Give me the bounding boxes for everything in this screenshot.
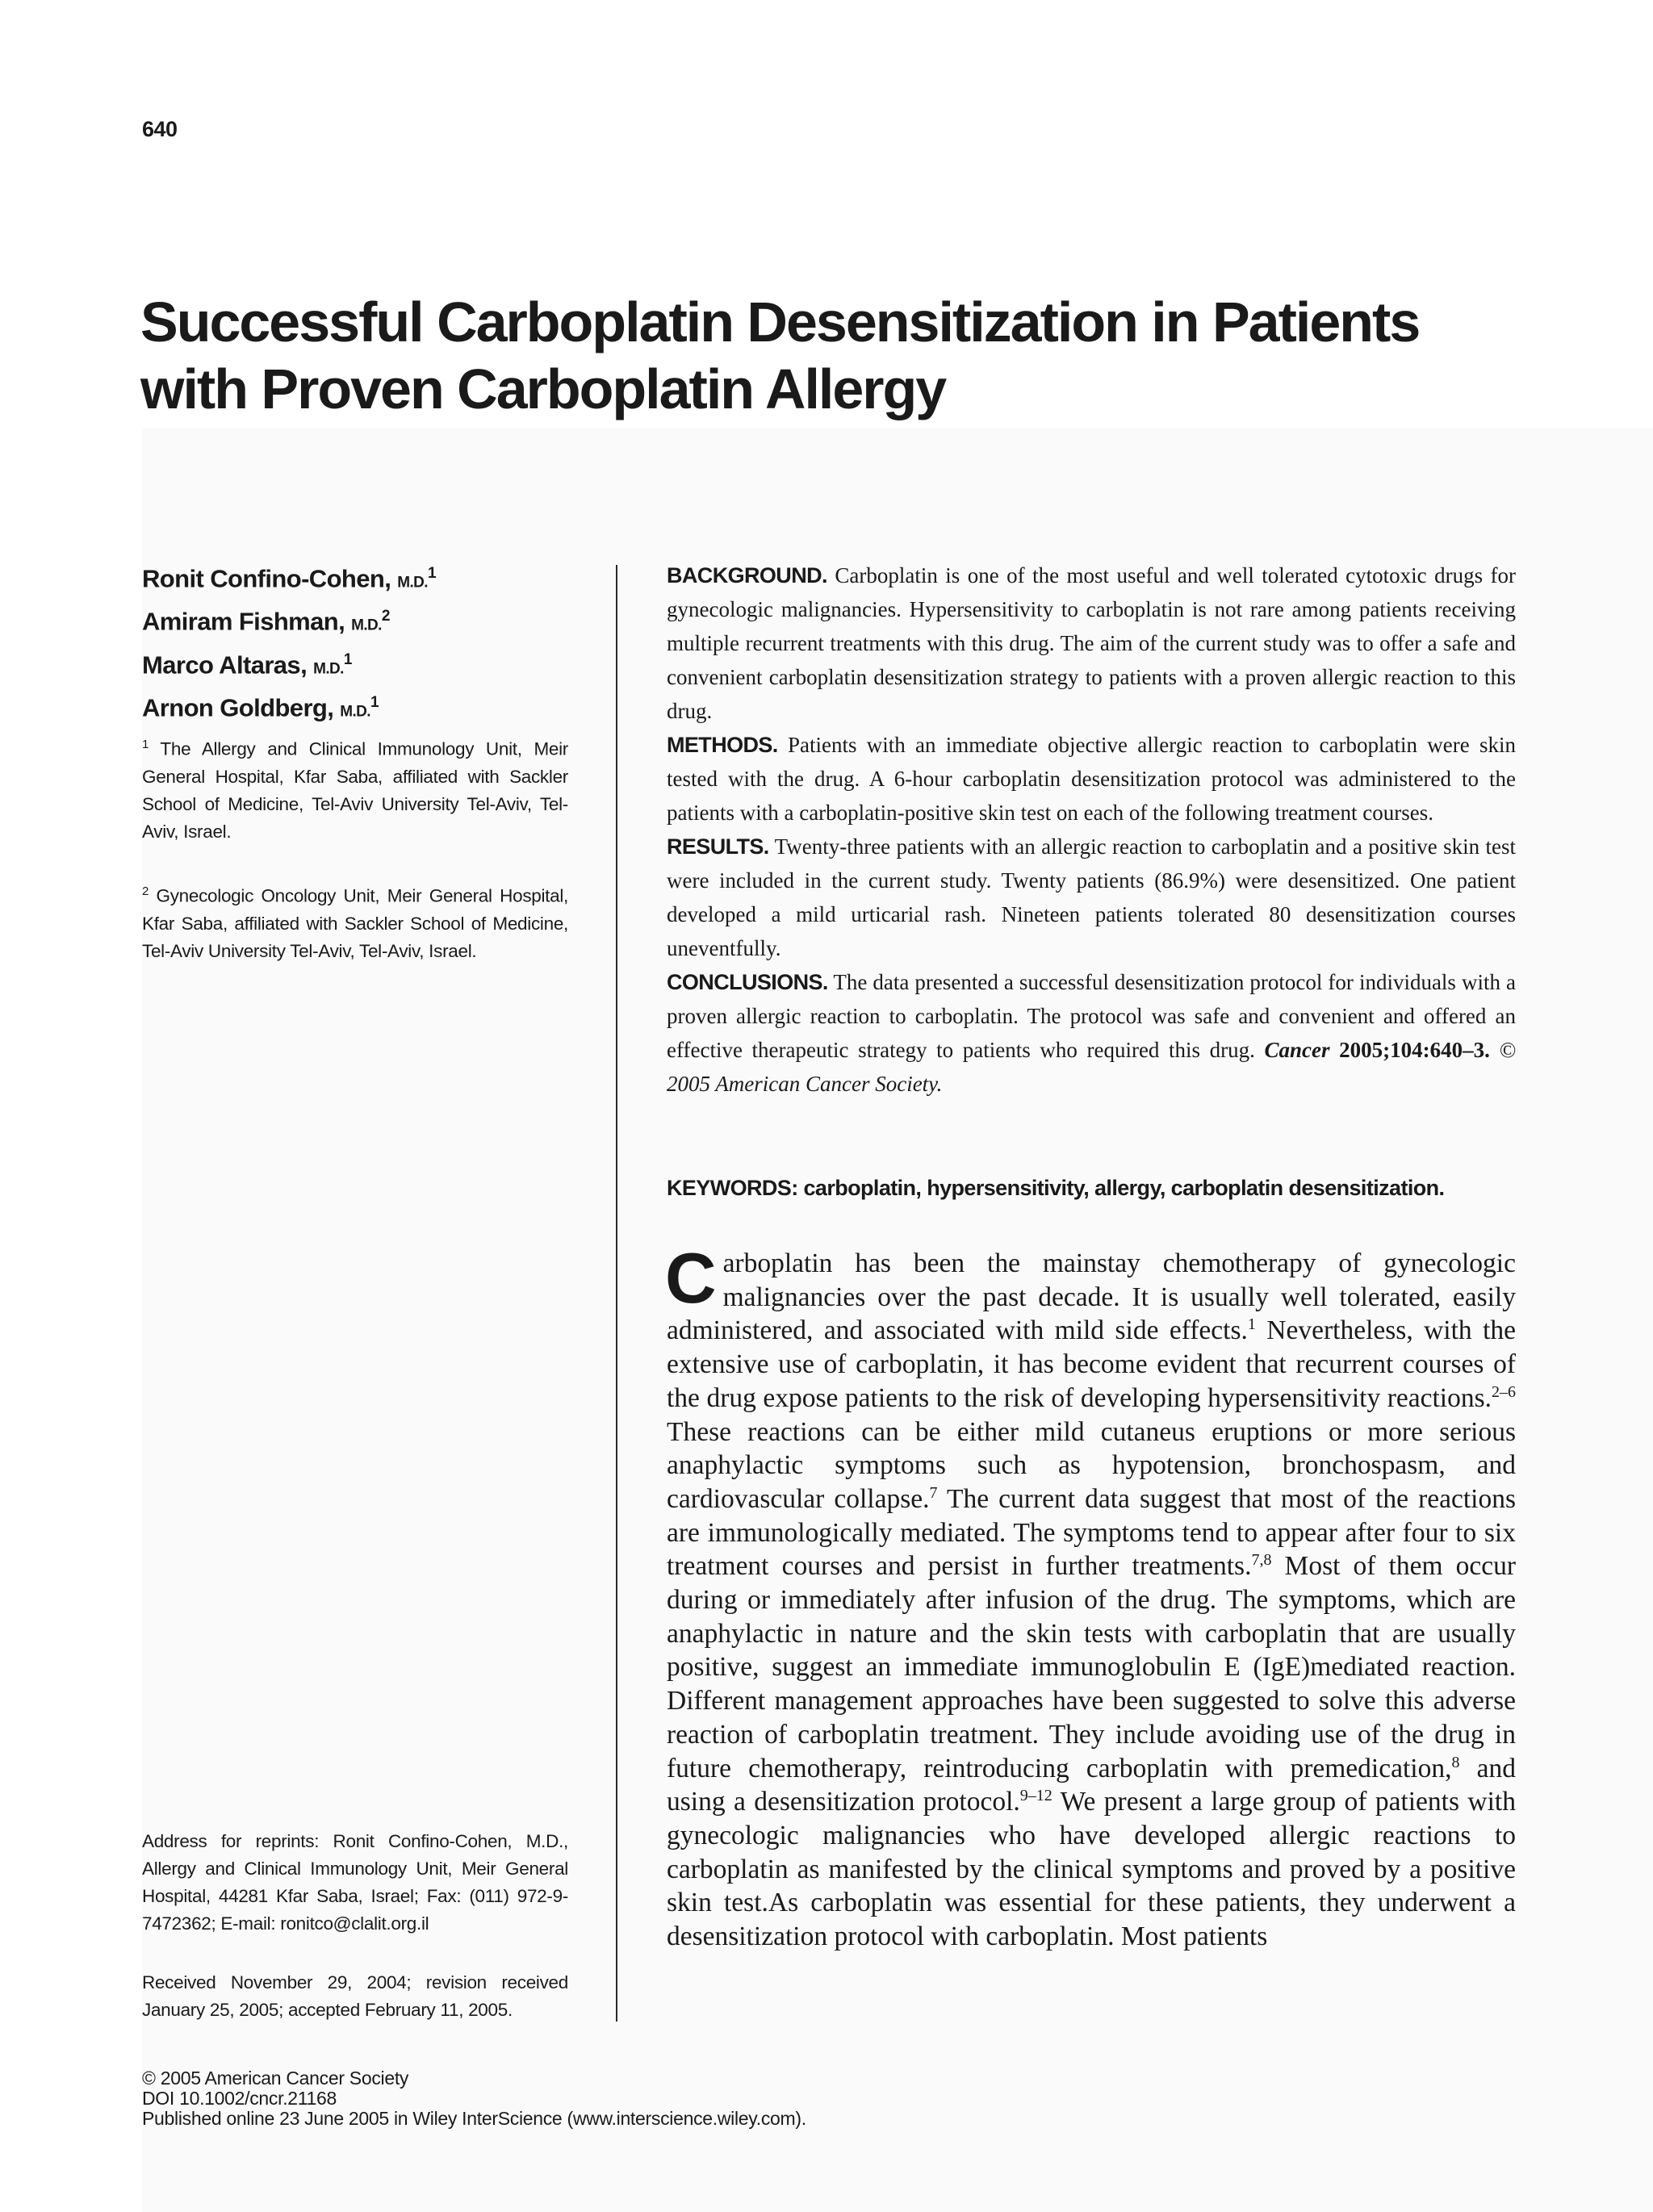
reference-mark: 7,8: [1251, 1551, 1272, 1570]
footer-published: Published online 23 June 2005 in Wiley InterScience (www.interscience.wiley.com).: [142, 2108, 806, 2129]
body-paragraph: Carboplatin has been the mainstay chemotherapy of gynecologic malignancies over the past decade. It is usually well tolerated, easily administered, and associated with mild side effects.$^1$ Nevertheless, with the extensive use of carboplatin, it has become evident that recurrent courses of the drug expose patients to the risk of developing hypersensitivity reactions.$^{2-6}$ These reactions can be either mild cutaneus eruptions or more serious anaphylactic symptoms such as hypotension, bronchospasm, and cardiovascular collapse.$^7$ The current data suggest that most of the reactions are immunologically mediated. The symptoms tend to appear after four to six treatment courses and persist in further treatments.$^{7,8}$ Most of them occur during or immediately after infusion of the drug. The symptoms, which are anaphylactic in nature and the skin tests with carboplatin that are usually positive, suggest an immediate immunoglobulin E (IgE)mediated reaction. Different management approaches have been suggested to solve this adverse reaction of carboplatin treatment. They include avoiding use of the drug in future chemotherapy, reintroducing carboplatin with premedication,$^8$ and using a desensitization protocol.$^{9-12}$ We present a large group of patients with gynecologic malignancies who have developed allergic reactions to carboplatin as manifested by the clinical symptoms and proved by a positive skin test.As carboplatin was essential for these patients, they underwent a desensitization protocol with carboplatin. Most patients: [665, 1238, 1516, 1952]
author-degree: M.D.: [313, 659, 344, 677]
author-degree: M.D.: [351, 617, 382, 634]
reference-mark: 8: [1451, 1753, 1460, 1771]
author: Marco Altaras, M.D.$^1$: [142, 650, 352, 679]
affiliation: $^1$ The Allergy and Clinical Immunology Unit, Meir General Hospital, Kfar Saba, affiliated with Sackler School of Medicine, Tel-Aviv University Tel-Aviv, Tel-Aviv, Israel.: [142, 738, 568, 842]
affiliation: $^2$ Gynecologic Oncology Unit, Meir General Hospital, Kfar Saba, affiliated with Sackler School of Medicine, Tel-Aviv University Tel-Aviv, Tel-Aviv, Israel.: [142, 884, 568, 961]
abstract-methods: METHODS. Patients with an immediate objective allergic reaction to carboplatin were skin tested with the drug. A 6-hour carboplatin desensitization protocol was administered to the patients with a carboplatin-positive skin test on each of the following treatment courses.: [667, 733, 1516, 825]
author-degree: M.D.: [397, 574, 428, 592]
affiliation-mark: 1: [427, 565, 436, 582]
abstract: [667, 558, 1516, 1101]
drop-cap: C: [665, 1238, 717, 1318]
reference-mark: 2–6: [1492, 1382, 1516, 1401]
keywords: KEYWORDS: carboplatin, hypersensitivity, allergy, carboplatin desensitization.: [667, 1176, 1445, 1200]
abstract-conclusions: CONCLUSIONS. The data presented a successful desensitization protocol for individuals with a proven allergic reaction to carboplatin. The protocol was safe and convenient and offered an effective therapeutic strategy to patients who required this drug. Cancer 2005;104:640–3. © 2005 American Cancer Society.: [667, 970, 1517, 1096]
abstract-copyright: © 2005 American Cancer Society.: [667, 1038, 1517, 1096]
title-line: Successful Carboplatin Desensitization in Patients: [140, 291, 1420, 353]
author-list: [142, 557, 594, 729]
reprints-address: Address for reprints: Ronit Confino-Cohen, M.D., Allergy and Clinical Immunology Unit, Meir General Hospital, 44281 Kfar Saba, Israel; Fax: (011) 972-9-7472362; E-mail: ronitco@clalit.org.il: [142, 1831, 568, 1934]
column-divider: [616, 565, 617, 2022]
author-degree: M.D.: [340, 703, 370, 721]
page-number: 640: [142, 117, 178, 141]
affiliation-mark: 1: [343, 650, 352, 668]
author: Amiram Fishman, M.D.$^2$: [142, 607, 390, 636]
affiliation-mark: 2: [381, 608, 390, 625]
footer-copyright: © 2005 American Cancer Society: [142, 2068, 409, 2089]
author: Arnon Goldberg, M.D.$^1$: [142, 693, 379, 722]
citation-journal: Cancer: [1264, 1038, 1330, 1062]
reference-mark: 9–12: [1019, 1787, 1052, 1805]
abstract-results: RESULTS. Twenty-three patients with an allergic reaction to carboplatin and a positive skin test were included in the current study. Twenty patients (86.9%) were desensitized. One patient developed a mild urticarial rash. Nineteen patients tolerated 80 desensitization courses uneventfully.: [667, 834, 1517, 960]
affiliation-mark: 1: [370, 693, 379, 711]
title-line: with Proven Carboplatin Allergy: [140, 358, 946, 420]
reference-mark: 7: [929, 1483, 938, 1502]
article-title: [140, 289, 1529, 423]
received-dates: Received November 29, 2004; revision received January 25, 2005; accepted February 11, 2005.: [142, 1972, 568, 2020]
footer-doi: DOI 10.1002/cncr.21168: [142, 2088, 337, 2109]
abstract-background: BACKGROUND. Carboplatin is one of the most useful and well tolerated cytotoxic drugs for gynecologic malignancies. Hypersensitivity to carboplatin is not rare among patients receiving multiple recurrent treatments with this drug. The aim of the current study was to offer a safe and convenient carboplatin desensitization strategy to patients with a proven allergic reaction to this drug.: [667, 563, 1517, 723]
author: Ronit Confino-Cohen, M.D.$^1$: [142, 564, 436, 593]
citation-volume: 2005;104:640–3.: [1339, 1038, 1490, 1062]
publication-footer: [142, 2068, 806, 2129]
reference-mark: 1: [1247, 1315, 1256, 1334]
